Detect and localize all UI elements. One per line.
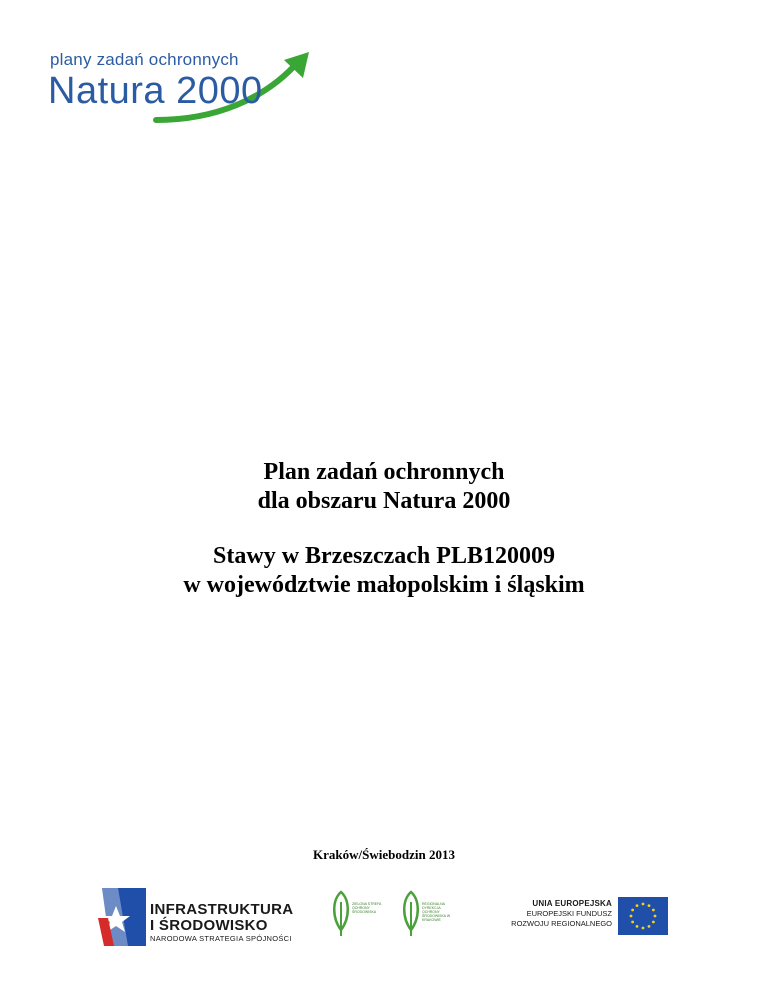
eu-line-2: EUROPEJSKI FUNDUSZ: [526, 909, 612, 918]
infrastruktura-star-icon: [98, 888, 146, 946]
ris-line-1: INFRASTRUKTURA: [150, 901, 294, 918]
leaf-logo-1-icon: [330, 888, 352, 938]
eu-flag-icon: [618, 897, 668, 935]
natura-2000-logo: [44, 48, 324, 128]
infrastruktura-logo: [150, 902, 293, 944]
place-date: Kraków/Świebodzin 2013: [313, 847, 455, 862]
logo-small-text: plany zadań ochronnych: [50, 50, 239, 69]
ris-line-3: NARODOWA STRATEGIA SPÓJNOŚCI: [150, 934, 292, 943]
eu-line-1: UNIA EUROPEJSKA: [532, 899, 612, 908]
document-title: [0, 458, 768, 516]
title-line-3: Stawy w Brzeszczach PLB120009: [213, 543, 555, 569]
leaf-logo-2-icon: [400, 888, 422, 938]
title-line-2: dla obszaru Natura 2000: [257, 488, 511, 514]
title-line-1: Plan zadań ochronnych: [263, 459, 505, 485]
eu-line-3: ROZWOJU REGIONALNEGO: [511, 919, 612, 928]
ris-line-2: I ŚRODOWISKO: [150, 917, 268, 934]
eu-fund-logo-text: [488, 898, 612, 929]
leaf-2-text: REGIONALNA DYREKCJA OCHRONY ŚRODOWISKA W KRAKOWIE: [422, 902, 451, 922]
footer-logos: [0, 888, 768, 948]
document-subtitle: [0, 542, 768, 600]
title-line-4: w województwie małopolskim i śląskim: [183, 572, 585, 598]
logo-big-text: Natura 2000: [48, 70, 263, 112]
leaf-1-text: ZIELONA STREFA OCHRONY ŚRODOWISKA: [352, 902, 382, 914]
